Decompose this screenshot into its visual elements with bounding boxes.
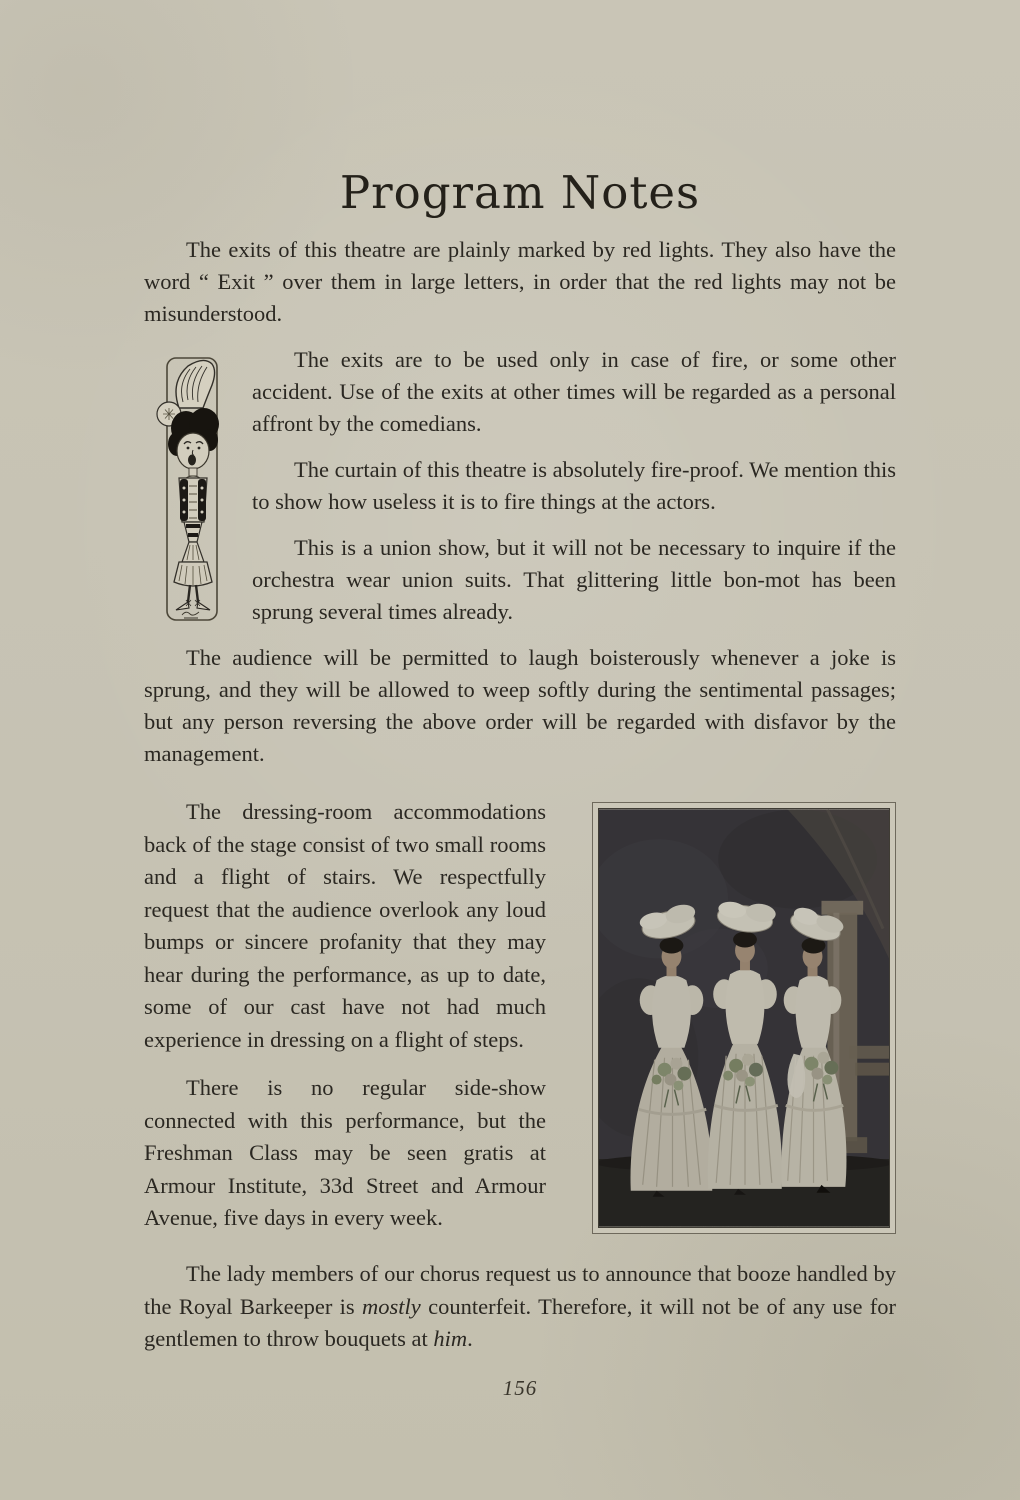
intro-paragraph: The exits of this theatre are plainly marked by red lights. They also have the word “ Exit ” over them in large letters, in order that the red lights may not be misunderstood. [144,237,896,326]
illustrated-section [144,344,896,628]
closing-text-1: The lady members of our chorus request us to announce that booze handled by the Royal Barkeeper is [144,1261,896,1319]
page-number: 156 [502,1375,538,1400]
union-show-paragraph: This is a union show, but it will not be necessary to inquire if the orchestra wear union suits. That glittering little bon-mot has been sprung several times already. [252,535,896,624]
closing-paragraph [144,1258,896,1356]
page-title: Program Notes [339,166,701,219]
closing-italic-him: him [433,1326,468,1351]
curtain-paragraph: The curtain of this theatre is absolutely fire-proof. We mention this to show how useless it is to fire things at the actors. [252,457,896,514]
closing-italic-mostly: mostly [362,1293,421,1319]
closing-text-2: counterfeit. Therefore, it will not be of any use for gentlemen to throw bouquets at [144,1293,896,1351]
singing-chorus-figure-illustration [146,356,234,624]
three-chorus-girls-photo [598,808,890,1228]
dressing-room-paragraph: The dressing-room accommodations back of the stage consist of two small rooms and a flight of stairs. We respectfully request that the audience overlook any loud bumps or sincere profanity that they may hear during the performance, as up to date, some of our cast have not had much experience in dressing on a flight of steps. [144,799,546,1052]
page-content [144,0,896,1401]
two-column-section [144,796,896,1242]
audience-paragraph: The audience will be permitted to laugh boisterously whenever a joke is sprung, and they will be allowed to weep softly during the sentimental passages; but any person reversing the above order will be regarded with disfavor by the management. [144,645,896,766]
chorus-photo-frame [592,802,896,1234]
closing-text-3: . [467,1326,473,1351]
side-show-paragraph: There is no regular side-show connected with this performance, but the Freshman Class may be seen gratis at Armour Institute, 33d Street and Armour Avenue, five days in every week. [144,1075,546,1230]
exits-fire-paragraph: The exits are to be used only in case of fire, or some other accident. Use of the exits at other times will be regarded as a personal affront by the comedians. [252,347,896,436]
